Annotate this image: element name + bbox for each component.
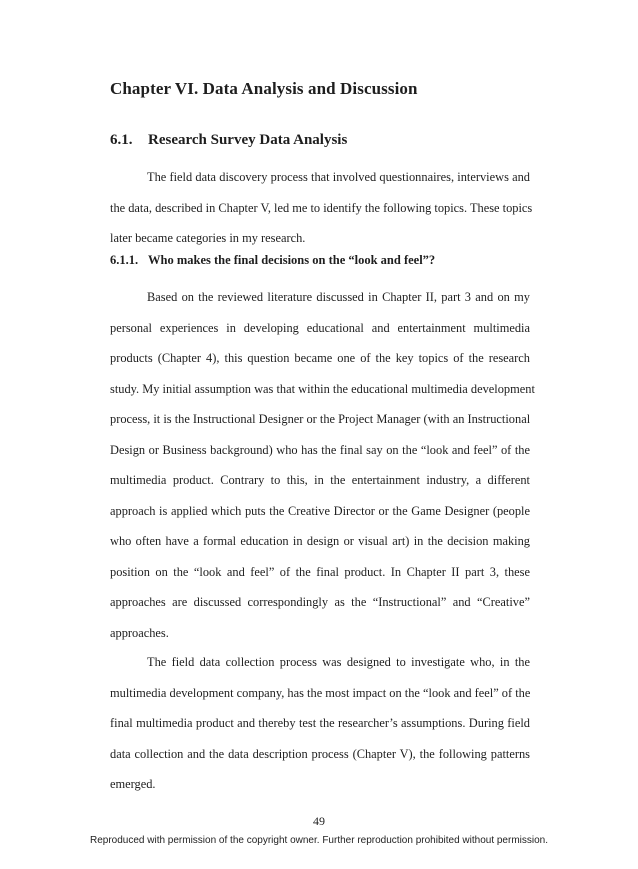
subsection-number: 6.1.1. (110, 253, 139, 267)
text-line: The field data collection process was designed to investigate who, in the (147, 655, 530, 669)
text-line: data collection and the data description process (Chapter V), the following patterns (110, 746, 530, 761)
subsection-heading (110, 253, 435, 268)
copyright-notice: Reproduced with permission of the copyright owner. Further reproduction prohibited without permission. (89, 835, 548, 846)
text-line: personal experiences in developing educational and entertainment multimedia (110, 320, 530, 335)
text-line: The field data discovery process that involved questionnaires, interviews and (147, 170, 530, 184)
text-line: approach is applied which puts the Creative Director or the Game Designer (people (110, 503, 530, 518)
section-title: Research Survey Data Analysis (148, 132, 348, 148)
text-line: later became categories in my research. (110, 231, 306, 245)
section-number: 6.1. (110, 132, 133, 148)
page-number: 49 (313, 814, 325, 828)
text-line: Based on the reviewed literature discussed in Chapter II, part 3 and on my (147, 290, 530, 304)
text-line: products (Chapter 4), this question became one of the key topics of the research (110, 351, 530, 365)
text-line: approaches are discussed correspondingly as the “Instructional” and “Creative” (110, 595, 530, 609)
chapter-title: Chapter VI. Data Analysis and Discussion (110, 79, 418, 98)
text-line: the data, described in Chapter V, led me to identify the following topics. These topics (110, 200, 533, 215)
paragraph-literature (110, 289, 535, 655)
paragraph-intro (110, 169, 533, 261)
text-line: position on the “look and feel” of the final product. In Chapter II part 3, these (110, 564, 530, 579)
text-line: Design or Business background) who has the final say on the “look and feel” of the (110, 442, 530, 457)
subsection-title: Who makes the final decisions on the “look and feel”? (148, 253, 436, 267)
section-heading (110, 132, 347, 149)
paragraph-field-data (110, 654, 530, 807)
text-line: multimedia development company, has the most impact on the “look and feel” of the (110, 685, 531, 700)
text-line: who often have a formal education in design or visual art) in the decision making (110, 534, 530, 548)
text-line: process, it is the Instructional Designer or the Project Manager (with an Instructional (110, 412, 531, 426)
text-line: multimedia product. Contrary to this, in the entertainment industry, a different (110, 473, 530, 487)
text-line: approaches. (110, 625, 169, 640)
text-line: final multimedia product and thereby test the researcher’s assumptions. During field (110, 716, 530, 730)
text-line: study. My initial assumption was that within the educational multimedia development (110, 381, 535, 396)
text-line: emerged. (110, 777, 156, 791)
